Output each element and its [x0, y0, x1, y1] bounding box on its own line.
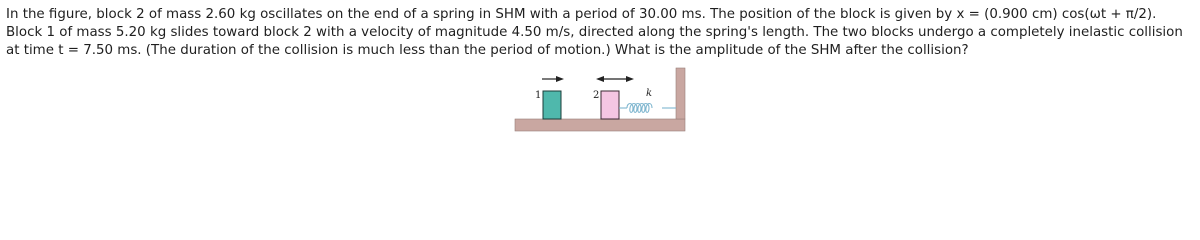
floor: [515, 119, 685, 131]
block-2: [601, 91, 619, 119]
spring-block-figure: [510, 62, 690, 138]
block-1: [543, 91, 561, 119]
block-1-label: 1: [535, 90, 542, 101]
block-1-velocity-arrow: [542, 76, 564, 82]
problem-text: In the figure, block 2 of mass 2.60 kg oscillates on the end of a spring in SHM with a period of 30.00 ms. The position of the block is given by x = (0.900 cm) cos(ωt + π/2). Block 1 of mass 5.20 kg slides toward block 2 with a velocity of magnitude 4.50 m/s, directed along the spring's length. The two blocks undergo a completely inelastic collision at time t = 7.50 ms. (The duration of the collision is much less than the period of motion.) What is the amplitude of the SHM after the collision?: [6, 7, 1183, 58]
spring: [619, 104, 676, 113]
wall: [676, 68, 685, 119]
block-2-label: 2: [593, 90, 600, 101]
block-2-oscillation-arrow: [596, 76, 634, 82]
spring-label: k: [646, 88, 653, 99]
